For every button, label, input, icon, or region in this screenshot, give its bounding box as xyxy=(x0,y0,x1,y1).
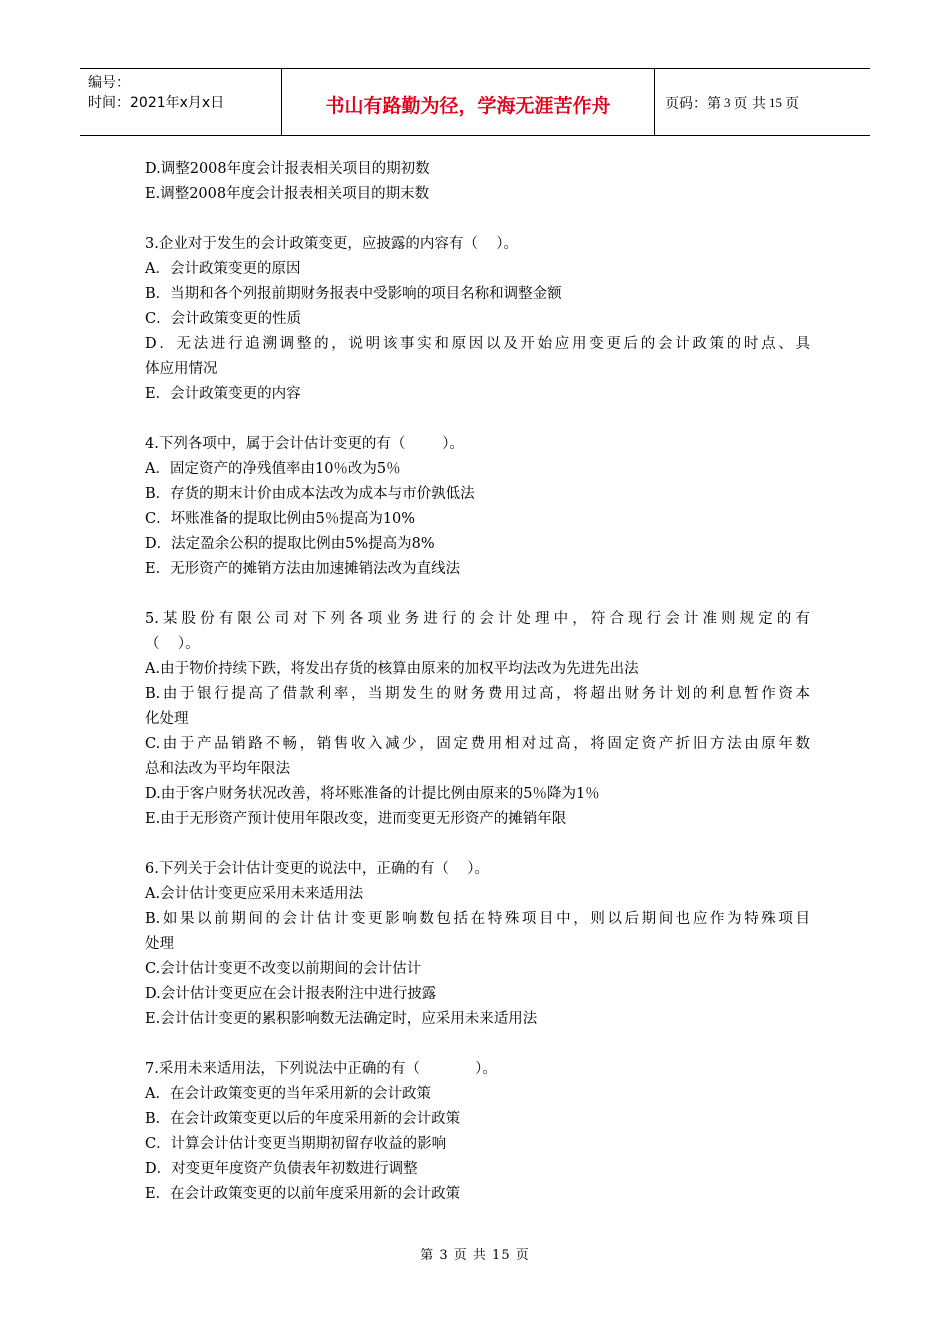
option-d: D.由于客户财务状况改善，将坏账准备的计提比例由原来的5％降为1％ xyxy=(145,786,600,802)
option-d: D.会计估计变更应在会计报表附注中进行披露 xyxy=(145,986,437,1002)
option-d: D．法定盈余公积的提取比例由5%提高为8% xyxy=(145,536,435,552)
option-d-line2: 体应用情况 xyxy=(145,361,218,377)
option-d: D．对变更年度资产负债表年初数进行调整 xyxy=(145,1161,418,1177)
page-total: 15 xyxy=(768,95,782,110)
question-4 xyxy=(145,432,810,582)
option-e: E．无形资产的摊销方法由加速摊销法改为直线法 xyxy=(145,561,461,577)
question-stem: 6.下列关于会计估计变更的说法中，正确的有（ ）。 xyxy=(145,861,490,877)
question-5 xyxy=(145,607,810,832)
question-stem: 4.下列各项中，属于会计估计变更的有（ ）。 xyxy=(145,436,464,452)
header-page-info xyxy=(655,69,870,135)
option-c: C．坏账准备的提取比例由5％提高为10% xyxy=(145,511,416,527)
page-footer: 第 3 页 共 15 页 xyxy=(420,1248,530,1263)
option-e: E．在会计政策变更的以前年度采用新的会计政策 xyxy=(145,1186,461,1202)
option-e: E.调整2008年度会计报表相关项目的期末数 xyxy=(145,186,430,202)
option-d: D.调整2008年度会计报表相关项目的期初数 xyxy=(145,161,430,177)
option-a: A.会计估计变更应采用未来适用法 xyxy=(145,886,364,902)
header-meta xyxy=(80,69,282,135)
question-stem: 7.采用未来适用法，下列说法中正确的有（ ）。 xyxy=(145,1061,497,1077)
option-e: E.会计估计变更的累积影响数无法确定时，应采用未来适用法 xyxy=(145,1011,538,1027)
option-c: C．计算会计估计变更当期期初留存收益的影响 xyxy=(145,1136,447,1152)
option-b-line1: B.由于银行提高了借款利率，当期发生的财务费用过高，将超出财务计划的利息暂作资本 xyxy=(145,686,810,702)
option-b-line2: 处理 xyxy=(145,936,174,952)
option-b-line2: 化处理 xyxy=(145,711,189,727)
question-3 xyxy=(145,232,810,407)
option-d-line1: D．无法进行追溯调整的，说明该事实和原因以及开始应用变更后的会计政策的时点、具 xyxy=(145,336,810,352)
question-6 xyxy=(145,857,810,1032)
page-label-post: 页 xyxy=(784,96,799,112)
option-a: A．会计政策变更的原因 xyxy=(145,261,301,277)
option-e: E.由于无形资产预计使用年限改变，进而变更无形资产的摊销年限 xyxy=(145,811,567,827)
option-b: B．当期和各个列报前期财务报表中受影响的项目名称和调整金额 xyxy=(145,286,562,302)
question-stem: 3.企业对于发生的会计政策变更，应披露的内容有（ ）。 xyxy=(145,236,519,252)
option-c: C.会计估计变更不改变以前期间的会计估计 xyxy=(145,961,422,977)
question-stem-line1: 5.某股份有限公司对下列各项业务进行的会计处理中，符合现行会计准则规定的有 xyxy=(145,611,810,627)
option-c: C．会计政策变更的性质 xyxy=(145,311,302,327)
page-label-mid: 页 共 xyxy=(733,96,766,112)
option-b: B．存货的期末计价由成本法改为成本与市价孰低法 xyxy=(145,486,475,502)
page-label-pre: 页码：第 xyxy=(665,96,721,112)
option-c-line1: C.由于产品销路不畅，销售收入减少，固定费用相对过高，将固定资产折旧方法由原年数 xyxy=(145,736,810,752)
question-2-tail xyxy=(145,157,810,207)
page-header xyxy=(80,68,870,136)
option-b-line1: B.如果以前期间的会计估计变更影响数包括在特殊项目中，则以后期间也应作为特殊项目 xyxy=(145,911,810,927)
question-stem-line2: （ ）。 xyxy=(145,636,200,652)
option-a: A．固定资产的净残值率由10％改为5％ xyxy=(145,461,401,477)
option-b: B．在会计政策变更以后的年度采用新的会计政策 xyxy=(145,1111,461,1127)
option-a: A.由于物价持续下跌，将发出存货的核算由原来的加权平均法改为先进先出法 xyxy=(145,661,639,677)
page-number: 3 xyxy=(724,95,731,110)
serial-label: 编号： xyxy=(88,75,130,91)
question-7 xyxy=(145,1057,810,1207)
option-e: E．会计政策变更的内容 xyxy=(145,386,301,402)
document-body xyxy=(145,157,810,1232)
option-c-line2: 总和法改为平均年限法 xyxy=(145,761,290,777)
header-motto: 书山有路勤为径，学海无涯苦作舟 xyxy=(282,69,655,135)
option-a: A．在会计政策变更的当年采用新的会计政策 xyxy=(145,1086,431,1102)
time-text: 时间：2021年x月x日 xyxy=(88,95,225,111)
